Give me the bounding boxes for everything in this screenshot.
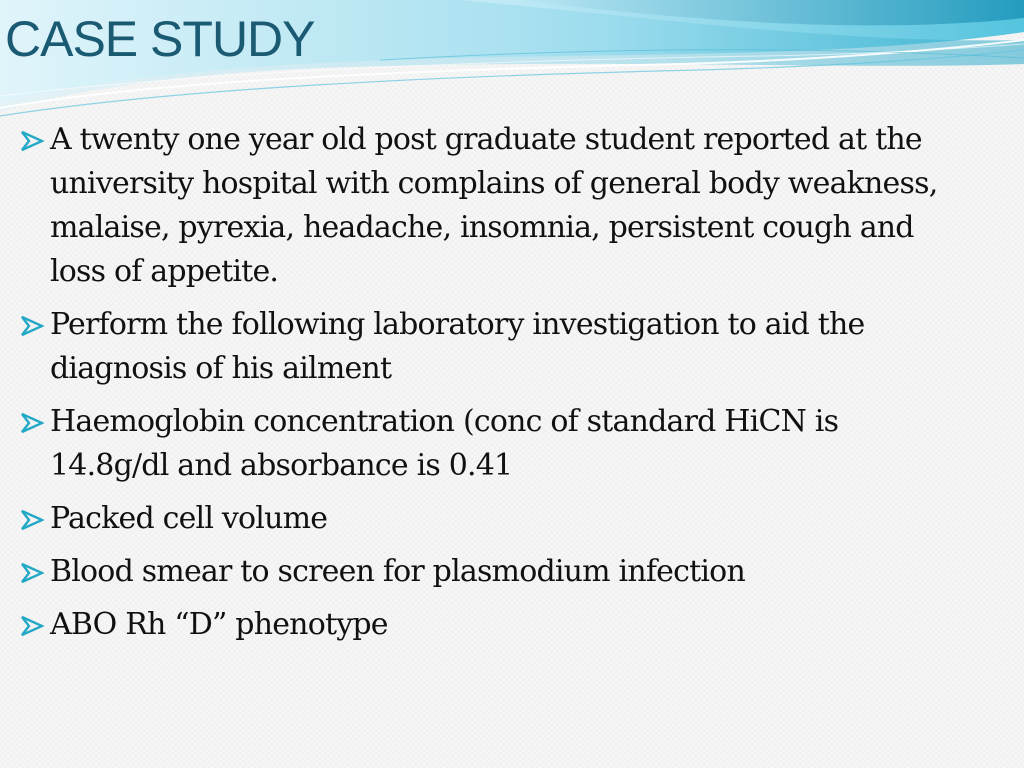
bullet-list — [20, 118, 960, 656]
bullet-item-haemoglobin — [20, 400, 960, 488]
arrow-bullet-icon — [20, 315, 44, 337]
bullet-item-perform-investigation — [20, 303, 960, 391]
bullet-text: Packed cell volume — [50, 501, 328, 536]
bullet-text: A twenty one year old post graduate student reported at the university hospital with complains of general body weakness, malaise, pyrexia, headache, insomnia, persistent cough and loss of appetite. — [50, 122, 938, 289]
bullet-text: ABO Rh “D” phenotype — [50, 607, 388, 642]
bullet-item-abo-rh — [20, 603, 960, 647]
bullet-item-blood-smear — [20, 550, 960, 594]
arrow-bullet-icon — [20, 615, 44, 637]
arrow-bullet-icon — [20, 412, 44, 434]
bullet-text: Haemoglobin concentration (conc of standard HiCN is 14.8g/dl and absorbance is 0.41 — [50, 404, 839, 483]
bullet-item-symptoms — [20, 118, 960, 294]
arrow-bullet-icon — [20, 509, 44, 531]
arrow-bullet-icon — [20, 130, 44, 152]
bullet-text: Perform the following laboratory investigation to aid the diagnosis of his ailment — [50, 307, 865, 386]
bullet-item-packed-cell-volume — [20, 497, 960, 541]
arrow-bullet-icon — [20, 562, 44, 584]
bullet-text: Blood smear to screen for plasmodium infection — [50, 554, 745, 589]
slide-title: CASE STUDY — [5, 11, 315, 67]
